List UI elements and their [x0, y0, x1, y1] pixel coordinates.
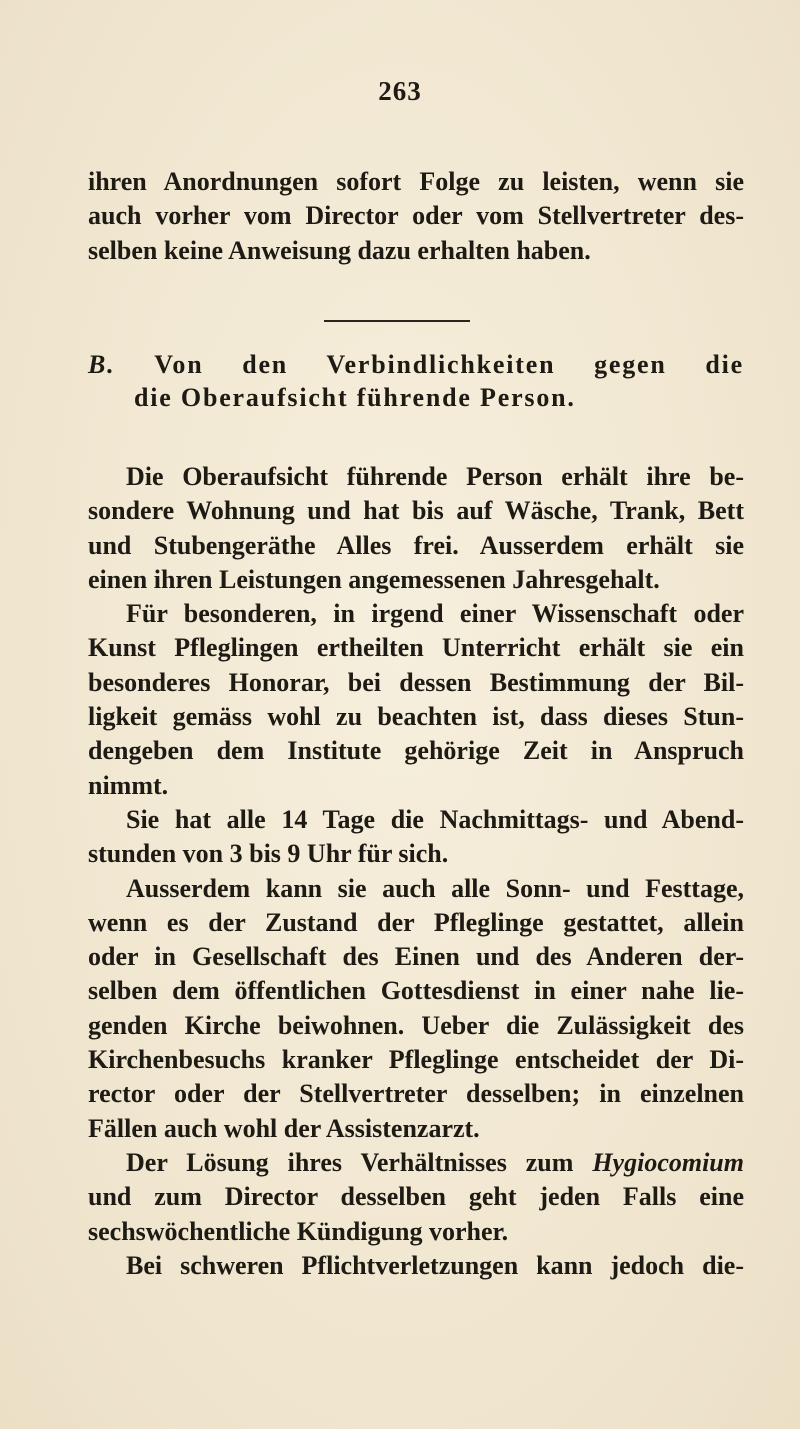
text-line — [88, 1146, 744, 1180]
text-line: selben keine Anweisung dazu erhalten haben. — [88, 235, 591, 265]
text-line: oder in Gesellschaft des Einen und des Anderen der- — [88, 942, 744, 972]
text-line: dengeben dem Institute gehörige Zeit in Anspruch — [88, 736, 744, 766]
section-heading — [88, 348, 744, 414]
page-number: 263 — [378, 76, 422, 106]
text-line: Fällen auch wohl der Assistenzarzt. — [88, 1113, 480, 1143]
section-title-line — [88, 348, 744, 381]
section-title: Von den Verbindlichkeiten gegen die — [154, 350, 744, 379]
text-line: und zum Director desselben geht jeden Falls eine — [88, 1182, 744, 1212]
text-line: sondere Wohnung und hat bis auf Wäsche, Trank, Bett — [88, 496, 744, 526]
text-line: ligkeit gemäss wohl zu beachten ist, dass dieses Stun- — [88, 702, 744, 732]
text-line: rector oder der Stellvertreter desselben; in einzelnen — [88, 1079, 744, 1109]
text-line: stunden von 3 bis 9 Uhr für sich. — [88, 839, 449, 869]
text-line: einen ihren Leistungen angemessenen Jahresgehalt. — [88, 564, 660, 594]
text-line: nimmt. — [88, 770, 169, 800]
text-line: Kunst Pfleglingen ertheilten Unterricht erhält sie ein — [88, 633, 744, 663]
text-line: Für besonderen, in irgend einer Wissenschaft oder — [126, 599, 744, 629]
text-line: genden Kirche beiwohnen. Ueber die Zulässigkeit des — [88, 1010, 744, 1040]
section-title-line: die Oberaufsicht führende Person. — [134, 383, 576, 412]
text-line: selben dem öffentlichen Gottesdienst in einer nahe lie- — [88, 976, 744, 1006]
text-line: ihren Anordnungen sofort Folge zu leisten, wenn sie — [88, 167, 744, 196]
text-line: besonderes Honorar, bei dessen Bestimmung der Bil- — [88, 667, 744, 697]
text-line: wenn es der Zustand der Pfleglinge gestattet, allein — [88, 907, 744, 937]
text-fragment: Der Lösung ihres Verhältnisses zum — [126, 1147, 593, 1177]
body-text — [88, 460, 744, 1283]
text-line: und Stubengeräthe Alles frei. Ausserdem erhält sie — [88, 530, 744, 560]
text-line: sechswöchentliche Kündigung vorher. — [88, 1216, 509, 1246]
text-line: Die Oberaufsicht führende Person erhält ihre be- — [126, 462, 744, 491]
text-line: Sie hat alle 14 Tage die Nachmittags- und Abend- — [126, 804, 744, 834]
intro-paragraph — [88, 165, 744, 268]
text-line: Kirchenbesuchs kranker Pfleglinge entscheidet der Di- — [88, 1045, 744, 1075]
section-letter: B. — [88, 350, 116, 379]
text-line: auch vorher vom Director oder vom Stellvertreter des- — [88, 201, 744, 231]
text-line: Bei schweren Pflichtverletzungen kann jedoch die- — [126, 1250, 744, 1280]
section-divider — [324, 320, 470, 322]
latin-term: Hygiocomium — [592, 1147, 744, 1177]
text-line: Ausserdem kann sie auch alle Sonn- und Festtage, — [126, 873, 744, 903]
